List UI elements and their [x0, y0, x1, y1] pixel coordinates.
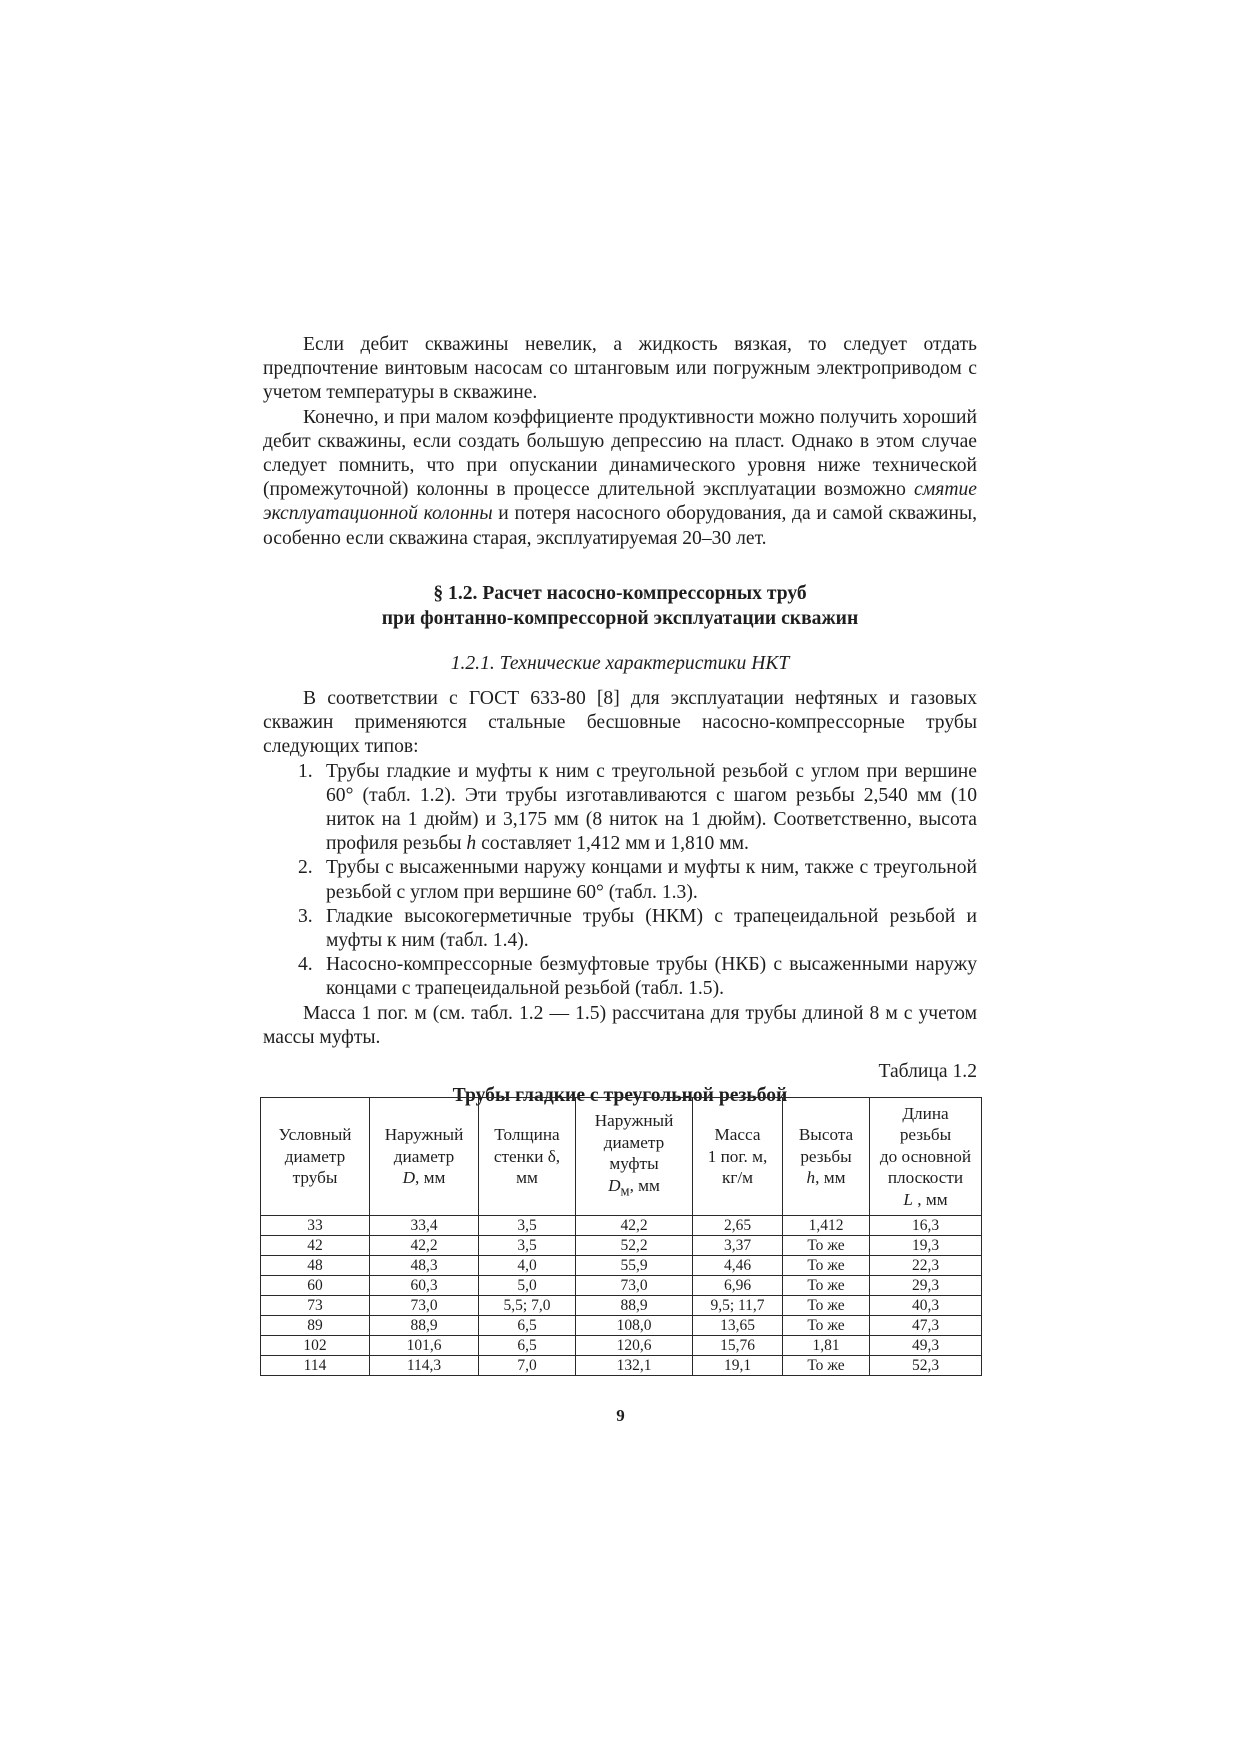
page-number: 9: [616, 1406, 625, 1425]
header-coupling-diameter: [576, 1098, 693, 1216]
table-row: [261, 1256, 982, 1276]
table-cell: 132,1: [576, 1356, 693, 1376]
table-cell: 114: [261, 1356, 370, 1376]
table-cell: 102: [261, 1336, 370, 1356]
table-cell: 88,9: [576, 1296, 693, 1316]
header-text: кг/м: [721, 1168, 754, 1188]
table-cell: 42,2: [370, 1236, 479, 1256]
list-item-symbol: h: [466, 833, 477, 855]
table-row: [261, 1296, 982, 1316]
list-item-number: 4.: [298, 954, 313, 976]
table-cell: То же: [783, 1236, 870, 1256]
table-cell: 73,0: [576, 1276, 693, 1296]
header-text: м: [620, 1183, 630, 1200]
header-text: резьбы: [899, 1125, 952, 1145]
header-text: D: [608, 1175, 621, 1195]
header-text: трубы: [292, 1168, 338, 1188]
table-cell: 2,65: [693, 1216, 783, 1236]
table-cell: 33,4: [370, 1216, 479, 1236]
table-title: Трубы гладкие с треугольной резьбой: [452, 1085, 788, 1107]
header-text: стенки δ,: [493, 1146, 561, 1166]
section-heading-line-2: при фонтанно-компрессорной эксплуатации скважин: [381, 607, 859, 629]
intro-paragraph: В соответствии с ГОСТ 633-80 [8] для эксплуатации нефтяных и газовых скважин применяются стальные бесшовные насосно-компрессорные трубы следующих типов:: [263, 688, 977, 758]
list-item-number: 3.: [298, 905, 313, 927]
header-text: диаметр: [284, 1146, 346, 1166]
table-cell: 48,3: [370, 1256, 479, 1276]
subsection-heading: 1.2.1. Технические характеристики НКТ: [450, 652, 790, 674]
table-row: [261, 1216, 982, 1236]
header-text: Масса: [714, 1125, 761, 1145]
header-thread-length: [870, 1098, 982, 1216]
header-text: h: [806, 1168, 816, 1188]
header-text: [373, 1167, 475, 1189]
header-text: диаметр: [603, 1132, 665, 1152]
header-mass: [693, 1098, 783, 1216]
table-cell: 5,5; 7,0: [479, 1296, 576, 1316]
header-text: [786, 1167, 866, 1189]
header-nominal-diameter: [261, 1098, 370, 1216]
list-item: [263, 905, 977, 953]
paragraph-2: [263, 406, 977, 551]
list-item-text: Насосно-компрессорные безмуфтовые трубы (НКБ) с высаженными наружу концами с трапецеидальной резьбой (табл. 1.5).: [326, 954, 977, 1000]
table-cell: 19,1: [693, 1356, 783, 1376]
header-text: , мм: [912, 1189, 948, 1209]
list-item-text: Гладкие высокогерметичные трубы (НКМ) с трапецеидальной резьбой и муфты к ним (табл. 1.4).: [326, 905, 977, 952]
table-cell: 3,5: [479, 1236, 576, 1256]
table-cell: 108,0: [576, 1316, 693, 1336]
header-text: L: [903, 1189, 913, 1209]
header-text: Условный: [278, 1125, 352, 1145]
header-text: D: [402, 1168, 416, 1188]
table-cell: 88,9: [370, 1316, 479, 1336]
table-cell: 47,3: [870, 1316, 982, 1336]
header-text: , мм: [815, 1168, 846, 1188]
table-cell: 101,6: [370, 1336, 479, 1356]
paragraph-2-text-b: и потеря насосного оборудования, да и самой скважины, особенно если скважина старая, эксплуатируемая 20–30 лет.: [263, 503, 978, 549]
header-text: плоскости: [887, 1168, 964, 1188]
list-item: [263, 953, 977, 1001]
header-thread-height: [783, 1098, 870, 1216]
page-body: [263, 333, 977, 1114]
paragraph-2-emphasis: смятие эксплуатационной колонны: [263, 479, 977, 525]
table-cell: 40,3: [870, 1296, 982, 1316]
header-text: Высота: [798, 1125, 854, 1145]
list-item-text-end: составляет 1,412 мм и 1,810 мм.: [476, 833, 749, 855]
header-text: Длина: [902, 1103, 949, 1123]
list-item-text: Трубы с высаженными наружу концами и муфты к ним, также с треугольной резьбой с углом при вершине 60° (табл. 1.3).: [326, 857, 977, 903]
table-cell: 16,3: [870, 1216, 982, 1236]
pipe-table: [260, 1097, 982, 1376]
table-cell: 42,2: [576, 1216, 693, 1236]
paragraph-2-text-a: Конечно, и при малом коэффициенте продуктивности можно получить хороший дебит скважины, если создать большую депрессию на пласт. Однако в этом случае следует помнить, что при опускании динамического уровня ниже технической (промежуточной) колонны в процессе длительной эксплуатации возможно: [263, 406, 977, 501]
table-cell: 48: [261, 1256, 370, 1276]
header-text: [873, 1189, 978, 1211]
table-cell: 114,3: [370, 1356, 479, 1376]
table-cell: 33: [261, 1216, 370, 1236]
header-text: , мм: [629, 1175, 660, 1195]
list-item-text: Трубы гладкие и муфты к ним с треугольной резьбой с углом при вершине 60° (табл. 1.2). Эти трубы изготавливаются с шагом резьбы 2,540 мм (10 ниток на 1 дюйм) и 3,175 мм (8 ниток на 1 дюйм). Соответственно, высота профиля резьбы: [326, 760, 977, 855]
table-cell: 6,96: [693, 1276, 783, 1296]
table-cell: 52,3: [870, 1356, 982, 1376]
paragraph-1: Если дебит скважины невелик, а жидкость вязкая, то следует отдать предпочтение винтовым насосам со штанговым или погружным электроприводом с учетом температуры в скважине.: [263, 334, 977, 404]
header-text: Наружный: [384, 1125, 464, 1145]
section-heading: [263, 581, 977, 631]
header-wall-thickness: [479, 1098, 576, 1216]
list-item-number: 2.: [298, 857, 313, 879]
table-cell: 89: [261, 1316, 370, 1336]
table-cell: 120,6: [576, 1336, 693, 1356]
pipe-types-list: [263, 760, 977, 1002]
header-text: мм: [516, 1168, 538, 1188]
list-item: [263, 760, 977, 857]
table-cell: 49,3: [870, 1336, 982, 1356]
table-cell: 52,2: [576, 1236, 693, 1256]
table-cell: 9,5; 11,7: [693, 1296, 783, 1316]
table-cell: 60,3: [370, 1276, 479, 1296]
table-cell: 3,5: [479, 1216, 576, 1236]
table-cell: 19,3: [870, 1236, 982, 1256]
table-cell: То же: [783, 1276, 870, 1296]
header-text: 1 пог. м,: [707, 1146, 768, 1166]
table-cell: 1,81: [783, 1336, 870, 1356]
list-item-number: 1.: [298, 760, 313, 782]
header-text: [579, 1175, 689, 1203]
table-row: [261, 1336, 982, 1356]
table-cell: 5,0: [479, 1276, 576, 1296]
table-cell: 6,5: [479, 1336, 576, 1356]
list-item: [263, 856, 977, 904]
table-cell: 4,0: [479, 1256, 576, 1276]
header-text: до основной: [879, 1146, 972, 1166]
table-cell: 3,37: [693, 1236, 783, 1256]
table-cell: 4,46: [693, 1256, 783, 1276]
table-label: Таблица 1.2: [878, 1061, 977, 1083]
header-text: Наружный: [594, 1111, 674, 1131]
header-text: Толщина: [494, 1125, 560, 1145]
table-cell: То же: [783, 1256, 870, 1276]
section-heading-line-1: § 1.2. Расчет насосно-компрессорных труб: [433, 582, 807, 604]
table-row: [261, 1276, 982, 1296]
table-cell: То же: [783, 1356, 870, 1376]
header-outer-diameter: [370, 1098, 479, 1216]
table-cell: 29,3: [870, 1276, 982, 1296]
table-header-row: [261, 1098, 982, 1216]
table-cell: 7,0: [479, 1356, 576, 1376]
table-cell: То же: [783, 1316, 870, 1336]
header-text: диаметр: [393, 1146, 455, 1166]
table-cell: 55,9: [576, 1256, 693, 1276]
table-cell: То же: [783, 1296, 870, 1316]
table-cell: 13,65: [693, 1316, 783, 1336]
table-row: [261, 1316, 982, 1336]
mass-note: Масса 1 пог. м (см. табл. 1.2 — 1.5) рассчитана для трубы длиной 8 м с учетом массы муфты.: [263, 1002, 977, 1048]
table-cell: 1,412: [783, 1216, 870, 1236]
header-text: муфты: [609, 1154, 659, 1174]
header-text: резьбы: [800, 1146, 852, 1166]
table-cell: 22,3: [870, 1256, 982, 1276]
table-cell: 42: [261, 1236, 370, 1256]
table-cell: 60: [261, 1276, 370, 1296]
table-row: [261, 1356, 982, 1376]
table-cell: 6,5: [479, 1316, 576, 1336]
table-row: [261, 1236, 982, 1256]
table-cell: 73: [261, 1296, 370, 1316]
table-cell: 15,76: [693, 1336, 783, 1356]
table-cell: 73,0: [370, 1296, 479, 1316]
header-text: , мм: [415, 1168, 446, 1188]
